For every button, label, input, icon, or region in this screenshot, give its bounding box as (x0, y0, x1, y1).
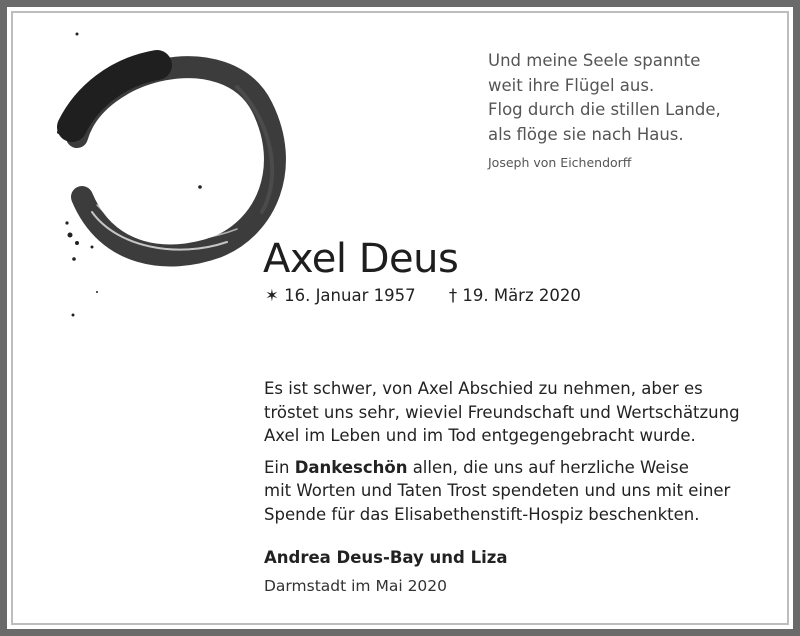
obituary-card (7, 7, 793, 629)
poem-line: weit ihre Flügel aus. (488, 75, 655, 95)
thanks-emphasis: Dankeschön (294, 457, 408, 477)
poem-line: Flog durch die stillen Lande, (488, 100, 721, 119)
message-line: tröstet uns sehr, wieviel Freundschaft und Wertschätzung (264, 402, 740, 422)
deceased-name: Axel Deus (263, 236, 459, 282)
place-date: Darmstadt im Mai 2020 (264, 577, 448, 595)
death-cross-icon: † (448, 286, 458, 305)
poem-line: als flöge sie nach Haus. (488, 124, 684, 144)
message-body (264, 377, 740, 534)
message-paragraph-1 (264, 377, 740, 448)
message-line: Spende für das Elisabethenstift-Hospiz beschenkten. (264, 504, 700, 524)
message-paragraph-2 (264, 456, 740, 527)
poem-quote (488, 49, 721, 176)
birth-date: 16. Januar 1957 (284, 286, 416, 305)
message-line: Axel im Leben und im Tod entgegengebracht wurde. (264, 426, 696, 445)
message-line (264, 456, 740, 480)
message-text: allen, die uns auf herzliche Weise (407, 457, 689, 477)
message-text: Ein (264, 457, 295, 477)
message-line: Es ist schwer, von Axel Abschied zu nehmen, aber es (264, 379, 703, 398)
life-dates (265, 286, 581, 305)
signature: Andrea Deus-Bay und Liza (264, 548, 508, 567)
death-date: 19. März 2020 (462, 286, 581, 305)
poem-line: Und meine Seele spannte (488, 51, 701, 70)
poem-author: Joseph von Eichendorff (488, 155, 632, 170)
message-line: mit Worten und Taten Trost spendeten und uns mit einer (264, 481, 731, 500)
birth-star-icon: ✶ (265, 286, 279, 305)
